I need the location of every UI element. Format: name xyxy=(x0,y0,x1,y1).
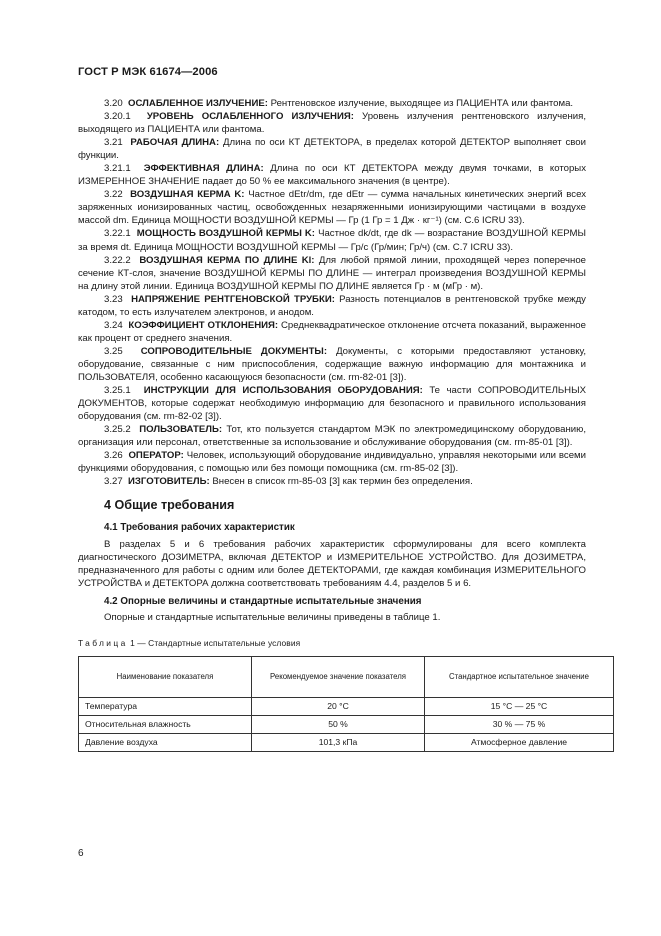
definition-text: Частное dEtr/dm, где dEtr — сумма начальных кинетических энергий всех заряженных ионизированных частиц, освобожденных незаряженными ионизирующими частицами в воздухе массой dm. Единица МОЩНОСТИ ВОЗДУШНОЙ КЕРМЫ — Гр (1 Гр = 1 Дж · кг⁻¹) (см. С.6 ICRU 33). xyxy=(78,189,587,227)
table-row xyxy=(79,733,614,751)
clause-number: 3.24 xyxy=(104,319,123,331)
definition-paragraph xyxy=(78,345,586,384)
subsection-4-1-text: В разделах 5 и 6 требования рабочих характеристик сформулированы для всего комплекта диагностического ДОЗИМЕТРА, включая ДЕТЕКТОР и ИЗМЕРИТЕЛЬНОЕ УСТРОЙСТВО. Для ДОЗИМЕТРА, предназначенного для работы с одним или более ДЕТЕКТОРАМИ, где каждая комбинация ИЗМЕРИТЕЛЬНОГО УСТРОЙСТВА и ДЕТЕКТОРА должна соответствовать требованиям 4.4, разделов 5 и 6. xyxy=(78,538,586,589)
definition-paragraph xyxy=(78,319,586,345)
clause-number: 3.22.2 xyxy=(104,254,131,266)
table-caption xyxy=(78,637,586,650)
table-caption-text: 1 — Стандартные испытательные условия xyxy=(130,637,301,648)
table-header-cell: Рекомендуемое значение показателя xyxy=(252,656,425,697)
table-cell: Относительная влажность xyxy=(79,715,252,733)
defined-term: ИЗГОТОВИТЕЛЬ: xyxy=(128,476,210,488)
subsection-4-2-text: Опорные и стандартные испытательные величины приведены в таблице 1. xyxy=(104,611,441,623)
definition-text: Рентгеновское излучение, выходящее из ПАЦИЕНТА или фантома. xyxy=(270,98,574,109)
definition-paragraph xyxy=(78,449,586,475)
definition-text: Человек, использующий оборудование индивидуально, управляя некоторыми или всеми функциями оборудования, с помощью или без помощи помощника (см. rm-85-02 [3]). xyxy=(78,450,586,475)
definition-paragraph xyxy=(78,136,586,162)
defined-term: РАБОЧАЯ ДЛИНА: xyxy=(130,137,220,149)
table-cell: Давление воздуха xyxy=(79,733,252,751)
definition-paragraph xyxy=(78,110,586,136)
definition-paragraph xyxy=(78,188,586,227)
definition-paragraph xyxy=(78,97,586,110)
definition-text: Длина по оси КТ ДЕТЕКТОРА, в пределах которой ДЕТЕКТОР выполняет свои функции. xyxy=(78,137,586,162)
table-cell: 15 °С — 25 °С xyxy=(425,697,614,715)
definition-text: Те части СОПРОВОДИТЕЛЬНЫХ ДОКУМЕНТОВ, которые содержат необходимую информацию для безопасного и правильного использования оборудования (см. rm-82-02 [3]). xyxy=(78,385,586,423)
definition-paragraph xyxy=(78,162,586,188)
defined-term: ОСЛАБЛЕННОЕ ИЗЛУЧЕНИЕ: xyxy=(128,98,268,109)
defined-term: СОПРОВОДИТЕЛЬНЫЕ ДОКУМЕНТЫ: xyxy=(140,345,328,357)
clause-number: 3.22 xyxy=(104,189,123,201)
subsection-4-1-title: 4.1 Требования рабочих характеристик xyxy=(104,522,295,534)
definitions-list xyxy=(78,97,586,488)
definition-text: Частное dk/dt, где dk — возрастание ВОЗДУШНОЙ КЕРМЫ за время dt. Единица МОЩНОСТИ ВОЗДУШНОЙ КЕРМЫ — Гр/с (Гр/мин; Гр/ч) (см. С.7 ICRU 33). xyxy=(78,228,586,253)
clause-number: 3.20 xyxy=(104,98,123,109)
document-header: ГОСТ Р МЭК 61674—2006 xyxy=(78,66,218,78)
document-body xyxy=(78,97,589,752)
definition-paragraph xyxy=(78,384,586,423)
defined-term: ИНСТРУКЦИИ ДЛЯ ИСПОЛЬЗОВАНИЯ ОБОРУДОВАНИЯ: xyxy=(143,385,423,397)
definition-text: Для любой прямой линии, проходящей через поперечное сечение КТ-слоя, значение ВОЗДУШНОЙ КЕРМЫ ПО ДЛИНЕ — интеграл произведения ВОЗДУШНОЙ КЕРМЫ на длину этой линии. Единица ВОЗДУШНОЙ КЕРМЫ ПО ДЛИНЕ является Гр · м (мГр · м). xyxy=(78,254,586,292)
table-row xyxy=(79,715,614,733)
table-header-cell: Стандартное испытательное значение xyxy=(425,656,614,697)
defined-term: ПОЛЬЗОВАТЕЛЬ: xyxy=(139,424,223,436)
definition-text: Среднеквадратическое отклонение отсчета показаний, выраженное как процент от среднего значения. xyxy=(78,319,586,344)
clause-number: 3.25.2 xyxy=(104,424,131,436)
definition-text: Уровень излучения рентгеновского излучения, выходящего из ПАЦИЕНТА или фантома. xyxy=(78,111,586,136)
table-row xyxy=(79,697,614,715)
clause-number: 3.21.1 xyxy=(104,163,131,175)
page-number: 6 xyxy=(78,848,84,859)
definition-text: Внесен в список rm-85-03 [3] как термин без определения. xyxy=(212,476,473,488)
clause-number: 3.23 xyxy=(104,293,123,305)
standard-conditions-table xyxy=(78,656,614,752)
definition-text: Тот, кто пользуется стандартом МЭК по электромедицинскому оборудованию, организация или персонал, ответственные за использование и обслуживание оборудования (см. rm-85-01 [3]). xyxy=(78,424,586,449)
definition-paragraph xyxy=(78,423,586,449)
definition-paragraph xyxy=(78,227,586,253)
defined-term: КОЭФФИЦИЕНТ ОТКЛОНЕНИЯ: xyxy=(128,319,279,331)
definition-text: Разность потенциалов в рентгеновской трубке между катодом, то есть излучателем электронов, и анодом. xyxy=(78,293,586,318)
table-cell: 20 °С xyxy=(252,697,425,715)
definition-text: Документы, с которыми предоставляют установку, оборудование, связанные с ним приспособления, содержащие важную информацию для монтажника и ПОЛЬЗОВАТЕЛЯ, особенно касающуюся безопасности (см. rm-82-01 [3]). xyxy=(78,345,586,383)
subsection-4-2-title: 4.2 Опорные величины и стандартные испытательные значения xyxy=(104,595,422,607)
defined-term: ЭФФЕКТИВНАЯ ДЛИНА: xyxy=(143,163,264,175)
definition-paragraph xyxy=(78,293,586,319)
clause-number: 3.26 xyxy=(104,450,123,462)
defined-term: МОЩНОСТЬ ВОЗДУШНОЙ КЕРМЫ K: xyxy=(136,228,316,240)
section-4-title: 4 Общие требования xyxy=(104,498,235,513)
table-caption-word: Таблица xyxy=(78,637,128,648)
table-cell: Температура xyxy=(79,697,252,715)
table-header-cell: Наименование показателя xyxy=(79,656,252,697)
definition-text: Длина по оси КТ ДЕТЕКТОРА между двумя точками, в которых ИЗМЕРЕННОЕ ЗНАЧЕНИЕ падает до 50 % ее максимального значения (в центре). xyxy=(78,163,586,188)
table-cell: 101,3 кПа xyxy=(252,733,425,751)
defined-term: ВОЗДУШНАЯ КЕРМА ПО ДЛИНЕ Kl: xyxy=(139,254,315,266)
defined-term: ВОЗДУШНАЯ КЕРМА K: xyxy=(130,189,245,201)
clause-number: 3.20.1 xyxy=(104,111,131,123)
table-cell: 50 % xyxy=(252,715,425,733)
defined-term: УРОВЕНЬ ОСЛАБЛЕННОГО ИЗЛУЧЕНИЯ: xyxy=(146,111,354,123)
defined-term: НАПРЯЖЕНИЕ РЕНТГЕНОВСКОЙ ТРУБКИ: xyxy=(131,293,335,305)
defined-term: ОПЕРАТОР: xyxy=(128,450,184,462)
clause-number: 3.27 xyxy=(104,476,123,488)
table-header-row xyxy=(79,656,614,697)
clause-number: 3.25.1 xyxy=(104,385,131,397)
definition-paragraph xyxy=(78,254,586,293)
clause-number: 3.25 xyxy=(104,345,123,357)
definition-paragraph xyxy=(78,475,586,488)
table-cell: Атмосферное давление xyxy=(425,733,614,751)
clause-number: 3.21 xyxy=(104,137,123,149)
clause-number: 3.22.1 xyxy=(104,228,131,240)
table-cell: 30 % — 75 % xyxy=(425,715,614,733)
